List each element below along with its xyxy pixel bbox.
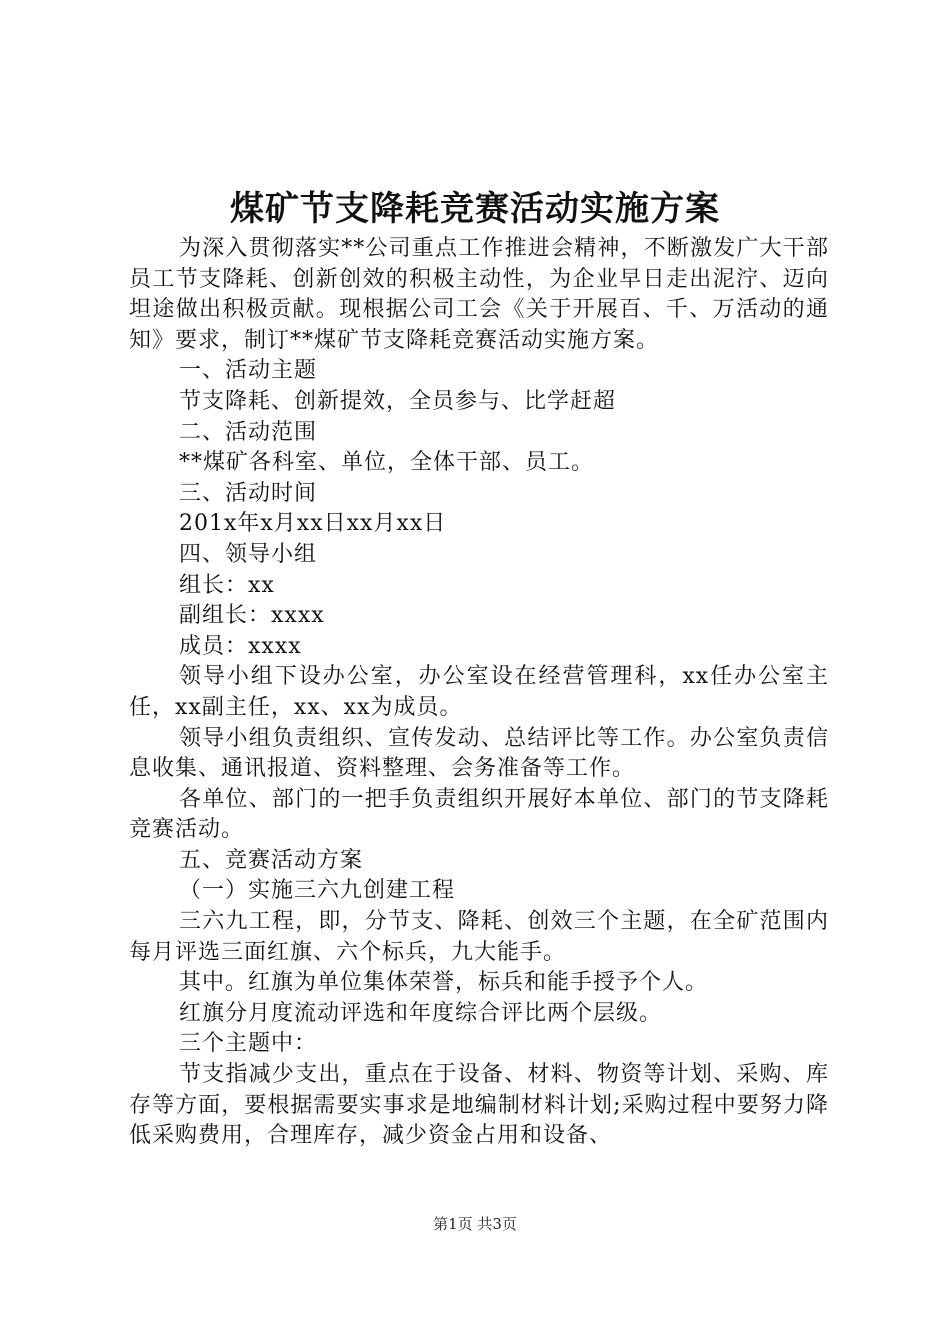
document-title: 煤矿节支降耗竞赛活动实施方案: [230, 189, 720, 229]
paragraph-three-themes: 三个主题中：: [179, 1031, 318, 1057]
paragraph-cost-saving: 节支指减少支出，重点在于设备、材料、物资等计划、采购、库存等方面，要根据需要实事求是地编制材料计划;采购过程中要努力降低采购费用，合理库存，减少资金占用和设备、: [129, 1062, 829, 1149]
heading-activity-theme: 一、活动主题: [179, 358, 318, 384]
heading-activity-time: 三、活动时间: [179, 480, 318, 506]
paragraph-theme: 节支降耗、创新提效，全员参与、比学赶超: [179, 388, 617, 414]
paragraph-responsibilities: 领导小组负责组织、宣传发动、总结评比等工作。办公室负责信息收集、通讯报道、资料整理、会务准备等工作。: [129, 725, 829, 782]
paragraph-office: 领导小组下设办公室，办公室设在经营管理科，xx任办公室主任，xx副主任，xx、xx为成员。: [129, 664, 829, 720]
document-body: [129, 234, 829, 1152]
paragraph-red-flag-levels: 红旗分月度流动评选和年度综合评比两个层级。: [179, 1000, 663, 1026]
paragraph-group-leader: 组长：xx: [179, 572, 275, 598]
heading-activity-scope: 二、活动范围: [179, 419, 318, 445]
paragraph-time: 201x年x月xx日xx月xx日: [179, 511, 447, 537]
paragraph-project-369: 三六九工程，即，分节支、降耗、创效三个主题，在全矿范围内每月评选三面红旗、六个标兵，九大能手。: [129, 909, 829, 965]
paragraph-members: 成员：xxxx: [179, 633, 302, 659]
paragraph-scope: **煤矿各科室、单位，全体干部、员工。: [179, 450, 595, 476]
paragraph-unit-heads: 各单位、部门的一把手负责组织开展好本单位、部门的节支降耗竞赛活动。: [129, 786, 829, 843]
heading-project-369: （一）实施三六九创建工程: [179, 878, 456, 904]
paragraph-intro: 为深入贯彻落实**公司重点工作推进会精神，不断激发广大干部员工节支降耗、创新创效的积极主动性，为企业早日走出泥泞、迈向坦途做出积极贡献。现根据公司工会《关于开展百、千、万活动的通知》要求，制订**煤矿节支降耗竞赛活动实施方案。: [129, 236, 829, 353]
heading-competition-plan: 五、竞赛活动方案: [179, 847, 364, 873]
page-footer: 第1页 共3页: [433, 1215, 517, 1233]
paragraph-honors: 其中。红旗为单位集体荣誉，标兵和能手授予个人。: [179, 970, 709, 996]
heading-leadership-group: 四、领导小组: [179, 541, 318, 567]
paragraph-deputy-leader: 副组长：xxxx: [179, 603, 325, 629]
